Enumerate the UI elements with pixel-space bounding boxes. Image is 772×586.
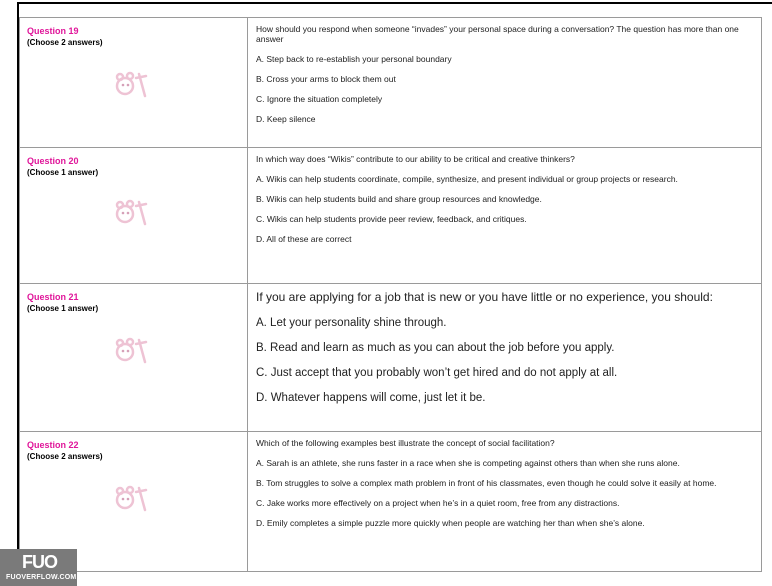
- question-row-20: [20, 148, 762, 284]
- answer-option[interactable]: C. Just accept that you probably won’t get hired and do not apply at all.: [256, 367, 618, 379]
- question-answer-count: (Choose 2 answers): [27, 452, 103, 461]
- question-row-19: [20, 18, 762, 148]
- question-meta-cell: [20, 284, 248, 432]
- bear-mascot-icon: [115, 482, 149, 514]
- answer-option[interactable]: D. Whatever happens will come, just let it be.: [256, 392, 486, 404]
- bear-mascot-icon: [115, 334, 149, 366]
- question-meta-cell: [20, 148, 248, 284]
- question-answer-count: (Choose 2 answers): [27, 38, 103, 47]
- answer-option[interactable]: D. All of these are correct: [256, 234, 352, 244]
- answer-option[interactable]: B. Read and learn as much as you can about the job before you apply.: [256, 342, 615, 354]
- answer-option[interactable]: A. Step back to re-establish your personal boundary: [256, 54, 452, 64]
- answer-option[interactable]: D. Emily completes a simple puzzle more quickly when people are watching her than when she’s alone.: [256, 518, 645, 528]
- question-body-cell: [248, 148, 762, 284]
- question-text: In which way does “Wikis” contribute to our ability to be critical and creative thinkers?: [256, 154, 575, 164]
- question-title: Question 20: [27, 156, 79, 166]
- answer-option[interactable]: A. Sarah is an athlete, she runs faster in a race when she is competing against others than when she runs alone.: [256, 458, 680, 468]
- answer-option[interactable]: D. Keep silence: [256, 114, 316, 124]
- bear-mascot-icon: [115, 68, 149, 100]
- question-answer-count: (Choose 1 answer): [27, 168, 99, 177]
- question-body-cell: [248, 18, 762, 148]
- page-top-border: [17, 2, 772, 4]
- answer-option[interactable]: B. Tom struggles to solve a complex math problem in front of his classmates, even though he could solve it easily at home.: [256, 478, 717, 488]
- question-row-21: [20, 284, 762, 432]
- question-answer-count: (Choose 1 answer): [27, 304, 99, 313]
- answer-option[interactable]: C. Jake works more effectively on a project when he’s in a quiet room, free from any distractions.: [256, 498, 620, 508]
- question-meta-cell: [20, 18, 248, 148]
- watermark-url: FUOVERFLOW.COM: [6, 574, 77, 581]
- question-text: How should you respond when someone “invades” your personal space during a conversation? The question has more than one answer: [256, 24, 739, 44]
- watermark-logo: FUO: [22, 552, 57, 572]
- question-title: Question 22: [27, 440, 79, 450]
- question-title: Question 21: [27, 292, 79, 302]
- question-title: Question 19: [27, 26, 79, 36]
- question-text: If you are applying for a job that is new or you have little or no experience, you should:: [256, 290, 713, 304]
- question-body-cell: [248, 432, 762, 572]
- question-table: [19, 17, 762, 572]
- bear-mascot-icon: [115, 196, 149, 228]
- answer-option[interactable]: C. Ignore the situation completely: [256, 94, 383, 104]
- question-row-22: [20, 432, 762, 572]
- answer-option[interactable]: A. Wikis can help students coordinate, compile, synthesize, and present individual or group projects or research.: [256, 174, 678, 184]
- question-text: Which of the following examples best illustrate the concept of social facilitation?: [256, 438, 555, 448]
- answer-option[interactable]: A. Let your personality shine through.: [256, 317, 447, 329]
- answer-option[interactable]: C. Wikis can help students provide peer review, feedback, and critiques.: [256, 214, 527, 224]
- watermark-badge: [0, 549, 77, 586]
- answer-option[interactable]: B. Wikis can help students build and share group resources and knowledge.: [256, 194, 542, 204]
- answer-option[interactable]: B. Cross your arms to block them out: [256, 74, 396, 84]
- question-body-cell: [248, 284, 762, 432]
